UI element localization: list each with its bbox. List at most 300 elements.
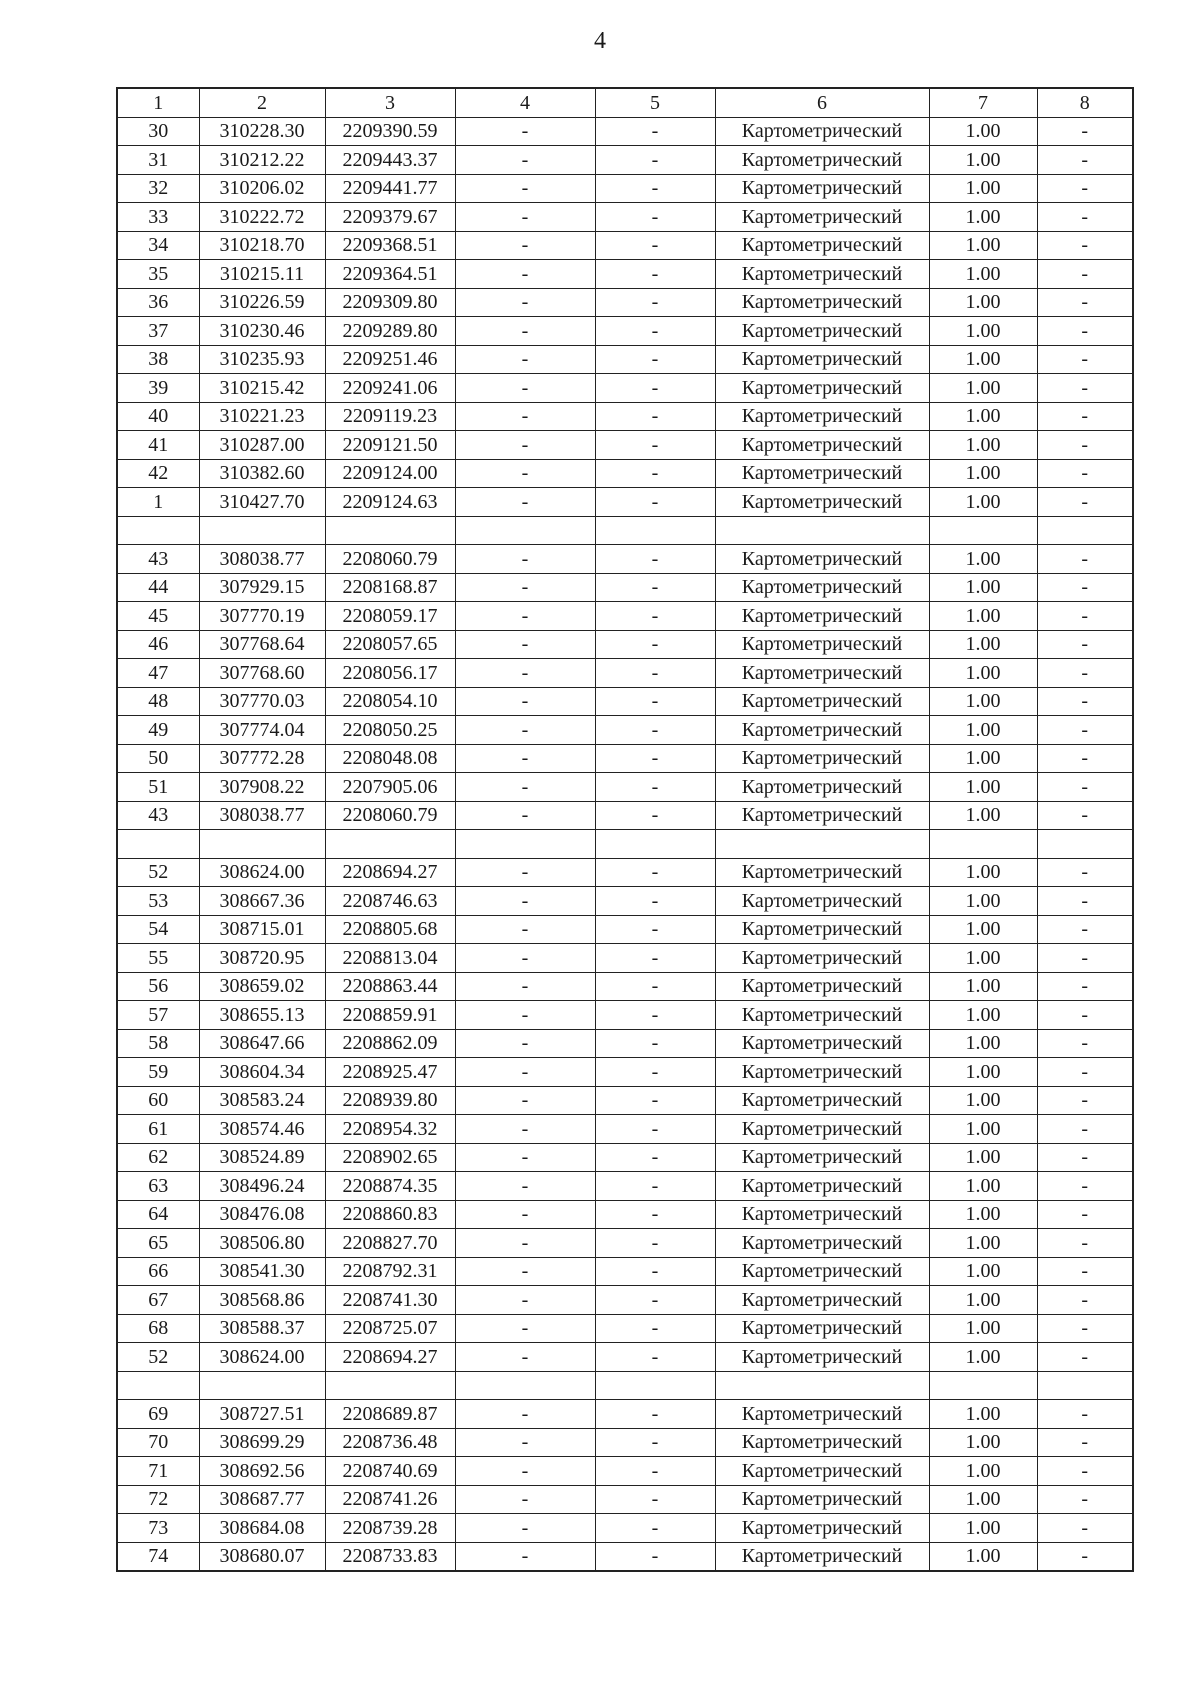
col5-cell: - bbox=[595, 630, 715, 659]
col8-cell: - bbox=[1037, 1058, 1133, 1087]
accuracy-cell: 1.00 bbox=[929, 174, 1037, 203]
method-cell: Картометрический bbox=[715, 1029, 929, 1058]
method-cell: Картометрический bbox=[715, 1286, 929, 1315]
y-coordinate-cell bbox=[325, 830, 455, 859]
separator-row bbox=[117, 516, 1133, 545]
col5-cell: - bbox=[595, 488, 715, 517]
table-row bbox=[117, 944, 1133, 973]
point-number-cell: 63 bbox=[117, 1172, 199, 1201]
col8-cell: - bbox=[1037, 944, 1133, 973]
y-coordinate-cell: 2208733.83 bbox=[325, 1542, 455, 1571]
y-coordinate-cell: 2209368.51 bbox=[325, 231, 455, 260]
x-coordinate-cell: 308720.95 bbox=[199, 944, 325, 973]
y-coordinate-cell: 2208813.04 bbox=[325, 944, 455, 973]
col5-cell: - bbox=[595, 1115, 715, 1144]
col8-cell: - bbox=[1037, 1029, 1133, 1058]
table-row bbox=[117, 231, 1133, 260]
col5-cell: - bbox=[595, 1229, 715, 1258]
y-coordinate-cell: 2208050.25 bbox=[325, 716, 455, 745]
x-coordinate-cell: 310427.70 bbox=[199, 488, 325, 517]
y-coordinate-cell: 2208859.91 bbox=[325, 1001, 455, 1030]
y-coordinate-cell: 2208736.48 bbox=[325, 1428, 455, 1457]
x-coordinate-cell: 308680.07 bbox=[199, 1542, 325, 1571]
accuracy-cell: 1.00 bbox=[929, 687, 1037, 716]
y-coordinate-cell: 2209441.77 bbox=[325, 174, 455, 203]
y-coordinate-cell: 2208741.26 bbox=[325, 1485, 455, 1514]
x-coordinate-cell: 308659.02 bbox=[199, 972, 325, 1001]
col4-cell: - bbox=[455, 345, 595, 374]
method-cell: Картометрический bbox=[715, 1229, 929, 1258]
accuracy-cell bbox=[929, 1371, 1037, 1400]
y-coordinate-cell: 2208694.27 bbox=[325, 1343, 455, 1372]
col4-cell: - bbox=[455, 773, 595, 802]
col4-cell: - bbox=[455, 887, 595, 916]
table-row bbox=[117, 1029, 1133, 1058]
separator-row bbox=[117, 830, 1133, 859]
method-cell: Картометрический bbox=[715, 602, 929, 631]
col5-cell: - bbox=[595, 801, 715, 830]
point-number-cell: 56 bbox=[117, 972, 199, 1001]
table-row bbox=[117, 1257, 1133, 1286]
col5-cell: - bbox=[595, 1172, 715, 1201]
col4-cell bbox=[455, 830, 595, 859]
accuracy-cell: 1.00 bbox=[929, 1428, 1037, 1457]
point-number-cell: 36 bbox=[117, 288, 199, 317]
method-cell: Картометрический bbox=[715, 260, 929, 289]
point-number-cell: 57 bbox=[117, 1001, 199, 1030]
point-number-cell: 44 bbox=[117, 573, 199, 602]
y-coordinate-cell: 2209124.00 bbox=[325, 459, 455, 488]
x-coordinate-cell: 308588.37 bbox=[199, 1314, 325, 1343]
y-coordinate-cell: 2208056.17 bbox=[325, 659, 455, 688]
col5-cell: - bbox=[595, 573, 715, 602]
method-cell: Картометрический bbox=[715, 1485, 929, 1514]
x-coordinate-cell: 308647.66 bbox=[199, 1029, 325, 1058]
col5-cell bbox=[595, 1371, 715, 1400]
method-cell: Картометрический bbox=[715, 231, 929, 260]
col4-cell: - bbox=[455, 1058, 595, 1087]
accuracy-cell: 1.00 bbox=[929, 1457, 1037, 1486]
method-cell: Картометрический bbox=[715, 887, 929, 916]
col4-cell: - bbox=[455, 203, 595, 232]
method-cell: Картометрический bbox=[715, 1428, 929, 1457]
table-row bbox=[117, 1400, 1133, 1429]
col5-cell: - bbox=[595, 1143, 715, 1172]
accuracy-cell: 1.00 bbox=[929, 203, 1037, 232]
point-number-cell bbox=[117, 830, 199, 859]
y-coordinate-cell bbox=[325, 516, 455, 545]
x-coordinate-cell: 308038.77 bbox=[199, 545, 325, 574]
col4-cell: - bbox=[455, 716, 595, 745]
col8-cell: - bbox=[1037, 630, 1133, 659]
table-row bbox=[117, 1086, 1133, 1115]
x-coordinate-cell: 310287.00 bbox=[199, 431, 325, 460]
method-cell bbox=[715, 830, 929, 859]
table-row bbox=[117, 1428, 1133, 1457]
method-cell: Картометрический bbox=[715, 716, 929, 745]
accuracy-cell: 1.00 bbox=[929, 1086, 1037, 1115]
col4-cell bbox=[455, 516, 595, 545]
col5-cell: - bbox=[595, 174, 715, 203]
point-number-cell: 73 bbox=[117, 1514, 199, 1543]
col4-cell: - bbox=[455, 1542, 595, 1571]
method-cell: Картометрический bbox=[715, 1514, 929, 1543]
col8-cell: - bbox=[1037, 858, 1133, 887]
column-header-4: 4 bbox=[455, 88, 595, 117]
y-coordinate-cell: 2208792.31 bbox=[325, 1257, 455, 1286]
y-coordinate-cell: 2207905.06 bbox=[325, 773, 455, 802]
point-number-cell: 1 bbox=[117, 488, 199, 517]
col8-cell: - bbox=[1037, 260, 1133, 289]
accuracy-cell: 1.00 bbox=[929, 117, 1037, 146]
point-number-cell: 34 bbox=[117, 231, 199, 260]
accuracy-cell: 1.00 bbox=[929, 288, 1037, 317]
col4-cell: - bbox=[455, 402, 595, 431]
table-row bbox=[117, 1115, 1133, 1144]
table-row bbox=[117, 1143, 1133, 1172]
x-coordinate-cell: 308699.29 bbox=[199, 1428, 325, 1457]
col5-cell: - bbox=[595, 1343, 715, 1372]
x-coordinate-cell: 308524.89 bbox=[199, 1143, 325, 1172]
col8-cell: - bbox=[1037, 716, 1133, 745]
table-row bbox=[117, 630, 1133, 659]
table-body bbox=[117, 117, 1133, 1571]
col5-cell: - bbox=[595, 1485, 715, 1514]
col5-cell: - bbox=[595, 773, 715, 802]
point-number-cell: 70 bbox=[117, 1428, 199, 1457]
y-coordinate-cell: 2208739.28 bbox=[325, 1514, 455, 1543]
col4-cell: - bbox=[455, 1286, 595, 1315]
col4-cell: - bbox=[455, 288, 595, 317]
col4-cell: - bbox=[455, 1029, 595, 1058]
method-cell: Картометрический bbox=[715, 146, 929, 175]
y-coordinate-cell: 2208805.68 bbox=[325, 915, 455, 944]
point-number-cell: 46 bbox=[117, 630, 199, 659]
point-number-cell: 32 bbox=[117, 174, 199, 203]
y-coordinate-cell: 2208741.30 bbox=[325, 1286, 455, 1315]
y-coordinate-cell: 2209379.67 bbox=[325, 203, 455, 232]
table-row bbox=[117, 1200, 1133, 1229]
table-row bbox=[117, 1514, 1133, 1543]
col8-cell: - bbox=[1037, 1514, 1133, 1543]
x-coordinate-cell: 307770.19 bbox=[199, 602, 325, 631]
method-cell: Картометрический bbox=[715, 402, 929, 431]
col5-cell: - bbox=[595, 1314, 715, 1343]
accuracy-cell: 1.00 bbox=[929, 1257, 1037, 1286]
point-number-cell: 67 bbox=[117, 1286, 199, 1315]
y-coordinate-cell: 2208054.10 bbox=[325, 687, 455, 716]
method-cell: Картометрический bbox=[715, 744, 929, 773]
point-number-cell: 41 bbox=[117, 431, 199, 460]
col4-cell: - bbox=[455, 374, 595, 403]
point-number-cell: 66 bbox=[117, 1257, 199, 1286]
method-cell: Картометрический bbox=[715, 1086, 929, 1115]
accuracy-cell: 1.00 bbox=[929, 1200, 1037, 1229]
table-row bbox=[117, 488, 1133, 517]
accuracy-cell: 1.00 bbox=[929, 1400, 1037, 1429]
point-number-cell: 47 bbox=[117, 659, 199, 688]
col5-cell: - bbox=[595, 1542, 715, 1571]
col4-cell: - bbox=[455, 630, 595, 659]
accuracy-cell: 1.00 bbox=[929, 1115, 1037, 1144]
col8-cell: - bbox=[1037, 317, 1133, 346]
col8-cell: - bbox=[1037, 1172, 1133, 1201]
col8-cell: - bbox=[1037, 459, 1133, 488]
col5-cell: - bbox=[595, 117, 715, 146]
col4-cell: - bbox=[455, 1115, 595, 1144]
table-row bbox=[117, 773, 1133, 802]
method-cell: Картометрический bbox=[715, 345, 929, 374]
x-coordinate-cell: 310215.42 bbox=[199, 374, 325, 403]
x-coordinate-cell bbox=[199, 830, 325, 859]
col5-cell: - bbox=[595, 1200, 715, 1229]
col5-cell bbox=[595, 516, 715, 545]
x-coordinate-cell: 308667.36 bbox=[199, 887, 325, 916]
x-coordinate-cell: 308624.00 bbox=[199, 1343, 325, 1372]
method-cell: Картометрический bbox=[715, 203, 929, 232]
table-header bbox=[117, 88, 1133, 117]
point-number-cell: 71 bbox=[117, 1457, 199, 1486]
col8-cell: - bbox=[1037, 402, 1133, 431]
col4-cell: - bbox=[455, 858, 595, 887]
method-cell: Картометрический bbox=[715, 317, 929, 346]
point-number-cell bbox=[117, 516, 199, 545]
accuracy-cell: 1.00 bbox=[929, 1001, 1037, 1030]
col8-cell: - bbox=[1037, 345, 1133, 374]
x-coordinate-cell: 308655.13 bbox=[199, 1001, 325, 1030]
method-cell: Картометрический bbox=[715, 972, 929, 1001]
y-coordinate-cell: 2208048.08 bbox=[325, 744, 455, 773]
method-cell: Картометрический bbox=[715, 1143, 929, 1172]
x-coordinate-cell: 308727.51 bbox=[199, 1400, 325, 1429]
col8-cell bbox=[1037, 516, 1133, 545]
x-coordinate-cell: 310212.22 bbox=[199, 146, 325, 175]
col8-cell bbox=[1037, 1371, 1133, 1400]
table-row bbox=[117, 1286, 1133, 1315]
y-coordinate-cell: 2208694.27 bbox=[325, 858, 455, 887]
point-number-cell: 52 bbox=[117, 858, 199, 887]
table-row bbox=[117, 402, 1133, 431]
table-row bbox=[117, 887, 1133, 916]
col5-cell: - bbox=[595, 288, 715, 317]
point-number-cell: 38 bbox=[117, 345, 199, 374]
table-row bbox=[117, 459, 1133, 488]
method-cell: Картометрический bbox=[715, 488, 929, 517]
method-cell bbox=[715, 516, 929, 545]
y-coordinate-cell: 2209251.46 bbox=[325, 345, 455, 374]
col4-cell: - bbox=[455, 231, 595, 260]
x-coordinate-cell: 308496.24 bbox=[199, 1172, 325, 1201]
accuracy-cell: 1.00 bbox=[929, 488, 1037, 517]
col4-cell: - bbox=[455, 744, 595, 773]
col5-cell: - bbox=[595, 972, 715, 1001]
col5-cell: - bbox=[595, 1286, 715, 1315]
accuracy-cell: 1.00 bbox=[929, 459, 1037, 488]
col5-cell: - bbox=[595, 260, 715, 289]
col4-cell: - bbox=[455, 944, 595, 973]
table-row bbox=[117, 801, 1133, 830]
accuracy-cell: 1.00 bbox=[929, 716, 1037, 745]
column-header-1: 1 bbox=[117, 88, 199, 117]
accuracy-cell: 1.00 bbox=[929, 545, 1037, 574]
column-header-6: 6 bbox=[715, 88, 929, 117]
x-coordinate-cell: 308715.01 bbox=[199, 915, 325, 944]
method-cell: Картометрический bbox=[715, 288, 929, 317]
table-row bbox=[117, 573, 1133, 602]
y-coordinate-cell: 2208939.80 bbox=[325, 1086, 455, 1115]
accuracy-cell: 1.00 bbox=[929, 260, 1037, 289]
method-cell: Картометрический bbox=[715, 687, 929, 716]
col4-cell: - bbox=[455, 1457, 595, 1486]
table-row bbox=[117, 716, 1133, 745]
table-row bbox=[117, 1343, 1133, 1372]
accuracy-cell: 1.00 bbox=[929, 1229, 1037, 1258]
col4-cell: - bbox=[455, 602, 595, 631]
method-cell: Картометрический bbox=[715, 1001, 929, 1030]
accuracy-cell: 1.00 bbox=[929, 1029, 1037, 1058]
x-coordinate-cell: 307929.15 bbox=[199, 573, 325, 602]
col8-cell: - bbox=[1037, 1343, 1133, 1372]
accuracy-cell: 1.00 bbox=[929, 1343, 1037, 1372]
table-row bbox=[117, 972, 1133, 1001]
col8-cell: - bbox=[1037, 1485, 1133, 1514]
column-header-3: 3 bbox=[325, 88, 455, 117]
x-coordinate-cell: 308687.77 bbox=[199, 1485, 325, 1514]
point-number-cell: 43 bbox=[117, 545, 199, 574]
point-number-cell: 51 bbox=[117, 773, 199, 802]
column-header-8: 8 bbox=[1037, 88, 1133, 117]
col5-cell: - bbox=[595, 431, 715, 460]
method-cell: Картометрический bbox=[715, 431, 929, 460]
method-cell: Картометрический bbox=[715, 174, 929, 203]
table-row bbox=[117, 915, 1133, 944]
y-coordinate-cell: 2208860.83 bbox=[325, 1200, 455, 1229]
point-number-cell: 40 bbox=[117, 402, 199, 431]
x-coordinate-cell: 308624.00 bbox=[199, 858, 325, 887]
col8-cell: - bbox=[1037, 174, 1133, 203]
point-number-cell: 60 bbox=[117, 1086, 199, 1115]
x-coordinate-cell: 307908.22 bbox=[199, 773, 325, 802]
col8-cell: - bbox=[1037, 1200, 1133, 1229]
accuracy-cell: 1.00 bbox=[929, 887, 1037, 916]
x-coordinate-cell: 308574.46 bbox=[199, 1115, 325, 1144]
col8-cell: - bbox=[1037, 1001, 1133, 1030]
x-coordinate-cell: 308604.34 bbox=[199, 1058, 325, 1087]
col5-cell bbox=[595, 830, 715, 859]
x-coordinate-cell: 310226.59 bbox=[199, 288, 325, 317]
col5-cell: - bbox=[595, 887, 715, 916]
col8-cell: - bbox=[1037, 1286, 1133, 1315]
col4-cell: - bbox=[455, 1428, 595, 1457]
x-coordinate-cell: 308568.86 bbox=[199, 1286, 325, 1315]
col5-cell: - bbox=[595, 944, 715, 973]
col5-cell: - bbox=[595, 602, 715, 631]
accuracy-cell: 1.00 bbox=[929, 773, 1037, 802]
col8-cell: - bbox=[1037, 431, 1133, 460]
col5-cell: - bbox=[595, 1029, 715, 1058]
point-number-cell: 53 bbox=[117, 887, 199, 916]
col4-cell: - bbox=[455, 801, 595, 830]
y-coordinate-cell: 2208168.87 bbox=[325, 573, 455, 602]
accuracy-cell: 1.00 bbox=[929, 1058, 1037, 1087]
method-cell: Картометрический bbox=[715, 1542, 929, 1571]
col5-cell: - bbox=[595, 1001, 715, 1030]
accuracy-cell: 1.00 bbox=[929, 402, 1037, 431]
col5-cell: - bbox=[595, 374, 715, 403]
table-row bbox=[117, 174, 1133, 203]
point-number-cell: 33 bbox=[117, 203, 199, 232]
x-coordinate-cell: 310206.02 bbox=[199, 174, 325, 203]
point-number-cell: 52 bbox=[117, 1343, 199, 1372]
accuracy-cell: 1.00 bbox=[929, 801, 1037, 830]
method-cell: Картометрический bbox=[715, 1115, 929, 1144]
col4-cell: - bbox=[455, 545, 595, 574]
col4-cell bbox=[455, 1371, 595, 1400]
y-coordinate-cell: 2208863.44 bbox=[325, 972, 455, 1001]
method-cell: Картометрический bbox=[715, 374, 929, 403]
accuracy-cell: 1.00 bbox=[929, 659, 1037, 688]
x-coordinate-cell: 308684.08 bbox=[199, 1514, 325, 1543]
col8-cell: - bbox=[1037, 573, 1133, 602]
col4-cell: - bbox=[455, 1200, 595, 1229]
x-coordinate-cell: 308038.77 bbox=[199, 801, 325, 830]
col5-cell: - bbox=[595, 1400, 715, 1429]
accuracy-cell: 1.00 bbox=[929, 317, 1037, 346]
accuracy-cell: 1.00 bbox=[929, 858, 1037, 887]
page-number: 4 bbox=[594, 28, 606, 54]
accuracy-cell bbox=[929, 830, 1037, 859]
y-coordinate-cell: 2209119.23 bbox=[325, 402, 455, 431]
col8-cell: - bbox=[1037, 1314, 1133, 1343]
col4-cell: - bbox=[455, 260, 595, 289]
table-row bbox=[117, 744, 1133, 773]
column-header-7: 7 bbox=[929, 88, 1037, 117]
point-number-cell: 43 bbox=[117, 801, 199, 830]
table-row bbox=[117, 431, 1133, 460]
table-row bbox=[117, 545, 1133, 574]
point-number-cell: 55 bbox=[117, 944, 199, 973]
method-cell: Картометрический bbox=[715, 1343, 929, 1372]
method-cell: Картометрический bbox=[715, 545, 929, 574]
col5-cell: - bbox=[595, 203, 715, 232]
table-row bbox=[117, 687, 1133, 716]
col8-cell: - bbox=[1037, 687, 1133, 716]
point-number-cell: 62 bbox=[117, 1143, 199, 1172]
accuracy-cell bbox=[929, 516, 1037, 545]
col8-cell: - bbox=[1037, 1257, 1133, 1286]
y-coordinate-cell: 2208954.32 bbox=[325, 1115, 455, 1144]
col8-cell: - bbox=[1037, 773, 1133, 802]
point-number-cell: 49 bbox=[117, 716, 199, 745]
x-coordinate-cell: 307774.04 bbox=[199, 716, 325, 745]
method-cell: Картометрический bbox=[715, 858, 929, 887]
table-row bbox=[117, 288, 1133, 317]
col5-cell: - bbox=[595, 1058, 715, 1087]
point-number-cell: 72 bbox=[117, 1485, 199, 1514]
y-coordinate-cell: 2209124.63 bbox=[325, 488, 455, 517]
point-number-cell: 42 bbox=[117, 459, 199, 488]
table-row bbox=[117, 317, 1133, 346]
table-row bbox=[117, 1172, 1133, 1201]
col4-cell: - bbox=[455, 317, 595, 346]
y-coordinate-cell: 2209289.80 bbox=[325, 317, 455, 346]
accuracy-cell: 1.00 bbox=[929, 602, 1037, 631]
method-cell: Картометрический bbox=[715, 117, 929, 146]
method-cell: Картометрический bbox=[715, 573, 929, 602]
col8-cell: - bbox=[1037, 1115, 1133, 1144]
x-coordinate-cell: 310382.60 bbox=[199, 459, 325, 488]
column-header-5: 5 bbox=[595, 88, 715, 117]
